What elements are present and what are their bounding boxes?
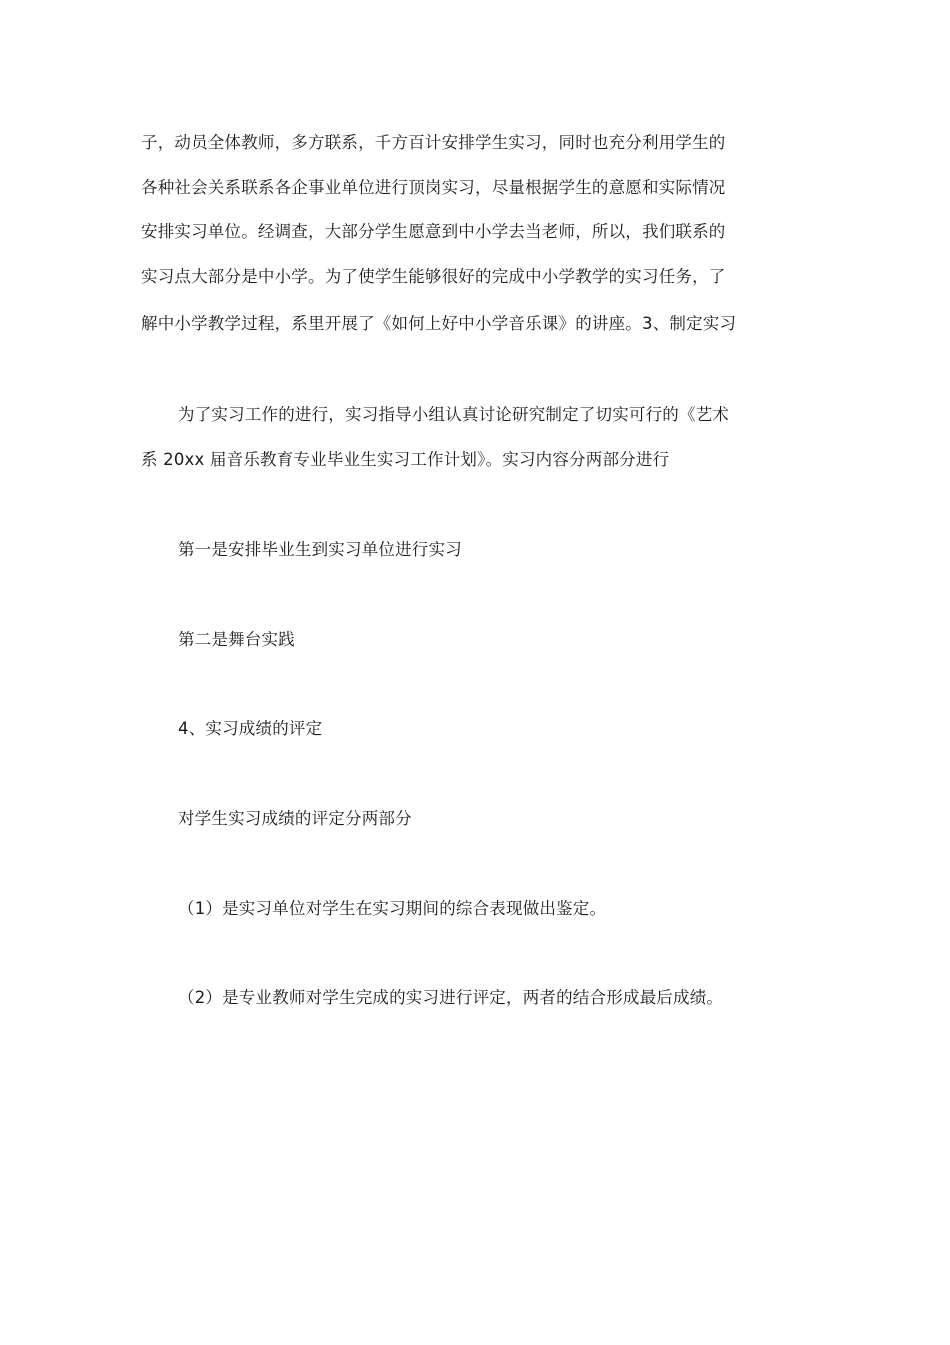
- paragraph-1-line-2: 各种社会关系联系各企事业单位进行顶岗实习，尽量根据学生的意愿和实际情况: [141, 178, 726, 197]
- paragraph-2-line-1: 为了实习工作的进行，实习指导小组认真讨论研究制定了切实可行的《艺术: [178, 405, 730, 424]
- item-first: 第一是安排毕业生到实习单位进行实习: [178, 540, 462, 559]
- evaluation-intro: 对学生实习成绩的评定分两部分: [178, 809, 412, 828]
- evaluation-item-1: （1）是实习单位对学生在实习期间的综合表现做出鉴定。: [178, 899, 607, 918]
- heading-4: 4、实习成绩的评定: [178, 719, 323, 738]
- paragraph-1-line-4: 实习点大部分是中小学。为了使学生能够很好的完成中小学教学的实习任务，了: [141, 267, 726, 286]
- paragraph-1-line-1: 子，动员全体教师，多方联系，千方百计安排学生实习，同时也充分利用学生的: [141, 133, 726, 152]
- evaluation-item-2: （2）是专业教师对学生完成的实习进行评定，两者的结合形成最后成绩。: [178, 988, 724, 1007]
- paragraph-1-line-5: 解中小学教学过程，系里开展了《如何上好中小学音乐课》的讲座。3、制定实习: [141, 314, 737, 333]
- item-second: 第二是舞台实践: [178, 630, 295, 649]
- paragraph-2-line-2: 系 20xx 届音乐教育专业毕业生实习工作计划》。实习内容分两部分进行: [141, 450, 670, 469]
- paragraph-1-line-3: 安排实习单位。经调查，大部分学生愿意到中小学去当老师，所以，我们联系的: [141, 222, 726, 241]
